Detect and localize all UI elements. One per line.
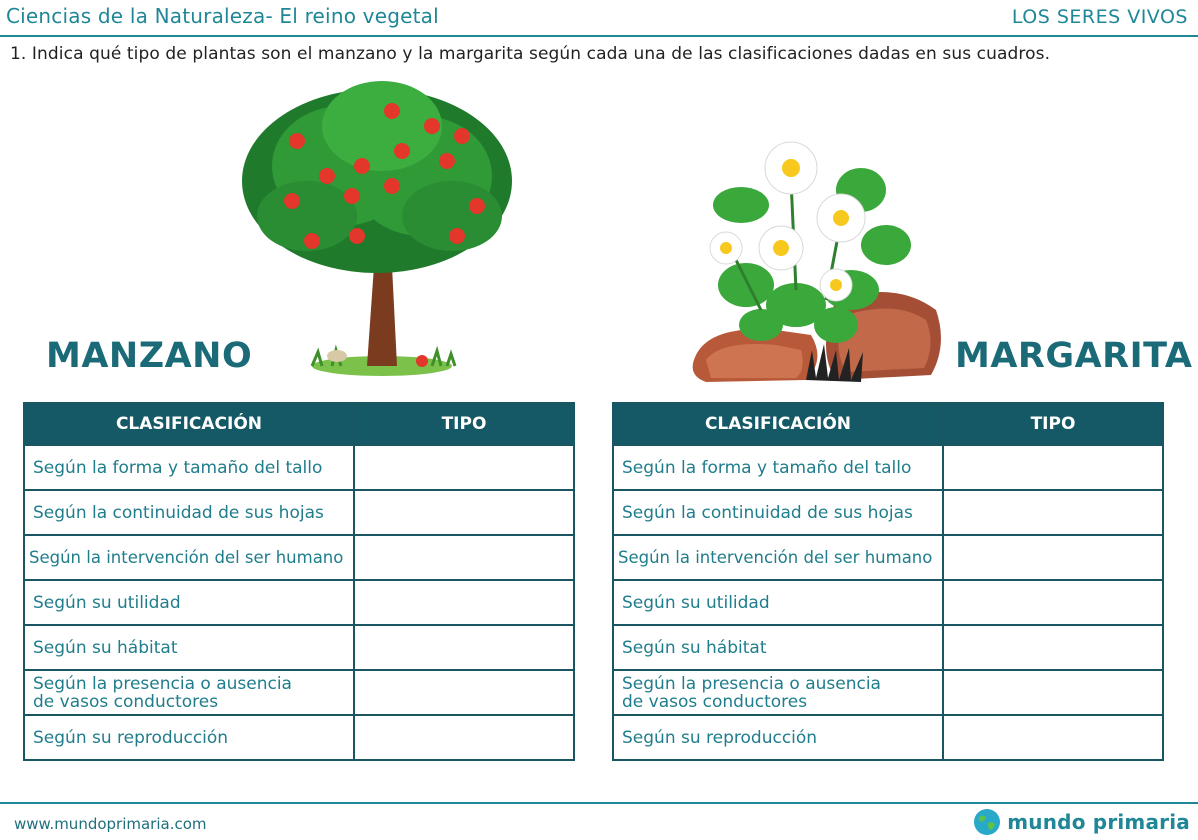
margarita-classification-table (612, 402, 1164, 761)
table-row (613, 445, 1163, 490)
type-answer-cell[interactable] (943, 715, 1163, 760)
footer-url-link[interactable]: www.mundoprimaria.com (14, 815, 207, 833)
criterion-cell: Según la continuidad de sus hojas (613, 490, 943, 535)
table-row (24, 445, 574, 490)
table-row (613, 535, 1163, 580)
type-answer-cell[interactable] (354, 490, 574, 535)
column-header-tipo: TIPO (943, 403, 1163, 445)
table-row (24, 535, 574, 580)
table-row (613, 625, 1163, 670)
subject-title: Ciencias de la Naturaleza- El reino vegetal (6, 4, 439, 28)
criterion-cell: Según su reproducción (24, 715, 354, 760)
table-row (24, 715, 574, 760)
apple-tree-icon (232, 66, 522, 381)
brand-logo[interactable] (973, 808, 1190, 836)
criterion-cell: Según la intervención del ser humano (613, 535, 943, 580)
plant-name-margarita: MARGARITA (955, 336, 1193, 376)
type-answer-cell[interactable] (354, 625, 574, 670)
unit-label: LOS SERES VIVOS (1011, 6, 1188, 28)
type-answer-cell[interactable] (943, 625, 1163, 670)
criterion-cell: Según la intervención del ser humano (24, 535, 354, 580)
table-header-row (24, 403, 574, 445)
globe-logo-icon (973, 808, 1001, 836)
column-header-clasificacion: CLASIFICACIÓN (24, 403, 354, 445)
criterion-cell: Según su utilidad (613, 580, 943, 625)
header-divider (0, 35, 1198, 37)
criterion-cell: Según la forma y tamaño del tallo (24, 445, 354, 490)
table-row (24, 490, 574, 535)
table-row (613, 580, 1163, 625)
type-answer-cell[interactable] (354, 535, 574, 580)
plant-name-manzano: MANZANO (46, 336, 253, 376)
type-answer-cell[interactable] (943, 490, 1163, 535)
type-answer-cell[interactable] (354, 445, 574, 490)
type-answer-cell[interactable] (943, 445, 1163, 490)
column-header-clasificacion: CLASIFICACIÓN (613, 403, 943, 445)
criterion-cell: Según su hábitat (613, 625, 943, 670)
footer-divider (0, 802, 1198, 804)
type-answer-cell[interactable] (943, 535, 1163, 580)
exercise-instruction: 1. Indica qué tipo de plantas son el manzano y la margarita según cada una de las clasificaciones dadas en sus cuadros. (10, 44, 1051, 64)
manzano-classification-table (23, 402, 575, 761)
type-answer-cell[interactable] (943, 670, 1163, 715)
type-answer-cell[interactable] (354, 670, 574, 715)
table-row (613, 670, 1163, 715)
type-answer-cell[interactable] (354, 580, 574, 625)
criterion-cell: Según su hábitat (24, 625, 354, 670)
brand-name: mundo primaria (1007, 810, 1190, 834)
table-row (613, 490, 1163, 535)
criterion-cell: Según la presencia o ausencia de vasos conductores (24, 670, 354, 715)
table-row (24, 625, 574, 670)
criterion-cell: Según su utilidad (24, 580, 354, 625)
table-row (24, 670, 574, 715)
criterion-cell: Según la continuidad de sus hojas (24, 490, 354, 535)
table-row (613, 715, 1163, 760)
criterion-cell: Según su reproducción (613, 715, 943, 760)
criterion-cell: Según la forma y tamaño del tallo (613, 445, 943, 490)
type-answer-cell[interactable] (943, 580, 1163, 625)
column-header-tipo: TIPO (354, 403, 574, 445)
daisy-on-rocks-icon (686, 140, 948, 385)
type-answer-cell[interactable] (354, 715, 574, 760)
criterion-cell: Según la presencia o ausencia de vasos conductores (613, 670, 943, 715)
table-row (24, 580, 574, 625)
table-header-row (613, 403, 1163, 445)
